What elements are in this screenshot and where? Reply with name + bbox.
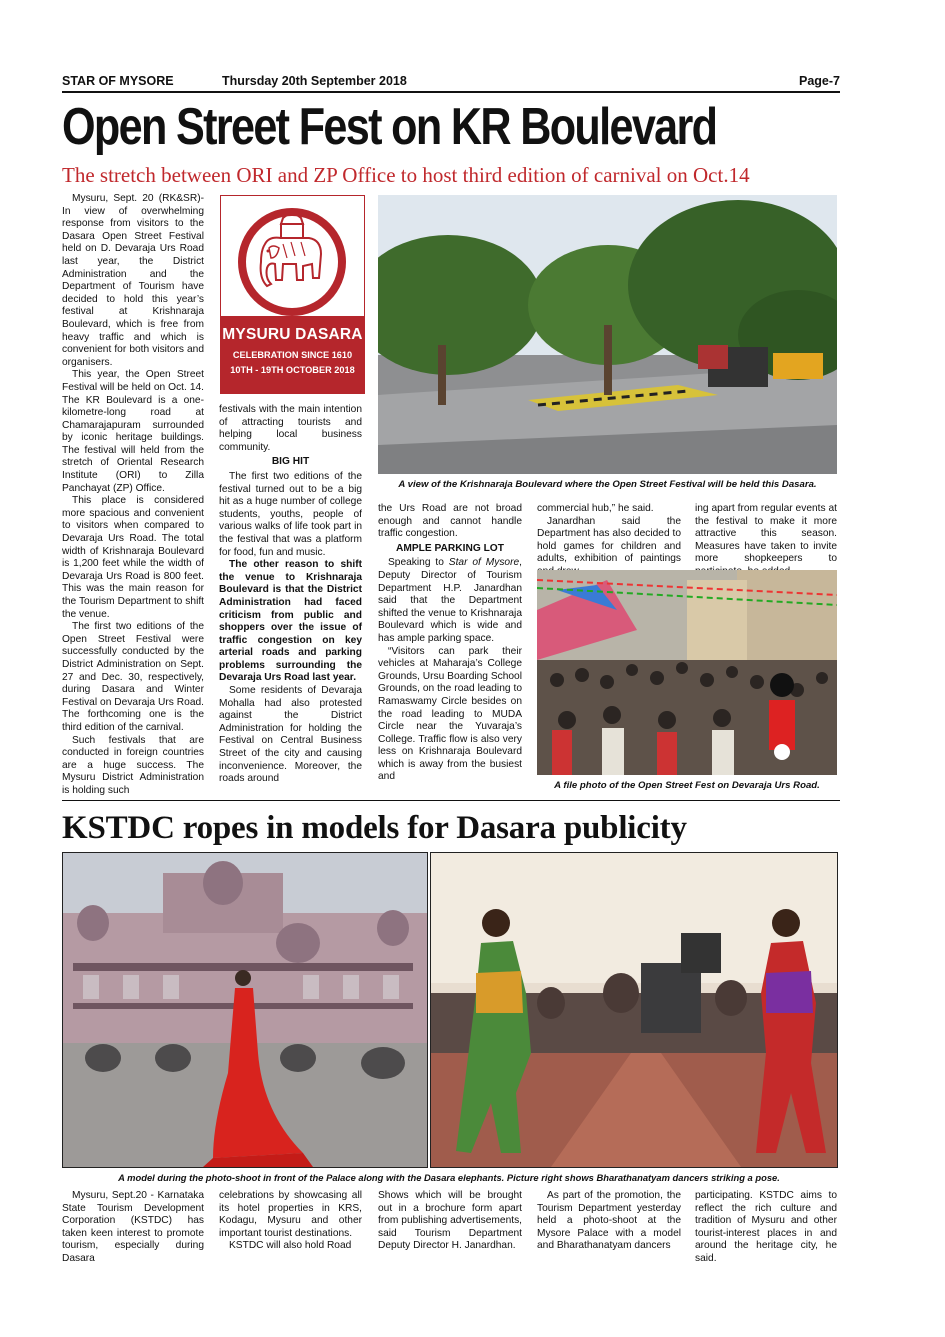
publication-italic: Star of Mysore [448,557,520,569]
story1-headline: Open Street Fest on KR Boulevard [62,98,717,156]
story2-column-3 [378,1190,522,1253]
paragraph: Janardhan said the Department has also decided to hold games for children and adults, exhibition of paintings [537,515,681,565]
story2-column-4 [537,1190,681,1253]
paragraph: This place is considered more spacious and convenient to visitors when compared to Devaraja Urs Road. The total width of Krishnaraja Boulevard is 1,200 feet while the width of Devaraja Urs Road is 800 feet. This was the main reason for the Tourism Department to shift the venue. [62,495,204,620]
boulevard-scene-icon [378,195,837,474]
logo-dates: 10TH - 19TH OCTOBER 2018 [230,365,355,375]
story2-column-2 [219,1190,362,1253]
paragraph: Some residents of Devaraja Mohalla had also protested against the District Administration for holding the Festival on Central Business Street of the city and causing inconvenience. Moreover, the roads around [219,685,362,785]
story1-column-5 [695,503,837,579]
palace-model-photo [62,852,428,1168]
paragraph: participating. KSTDC aims to reflect the rich culture and tradition of Mysuru and other tourist-interest places in and around the heritage city, he said. [695,1190,837,1264]
bharathanatyam-dancers-photo [430,852,838,1168]
paragraph [378,557,522,645]
open-street-fest-photo [537,570,837,775]
paragraph: ing apart from regular events at the festival to make it more attractive this season. Measures have taken to invite more shopkeepers to [695,503,837,565]
paragraph: the Urs Road are not broad enough and cannot handle traffic congestion. [378,503,522,540]
paragraph: “Visitors can park their vehicles at Maharaja’s College Grounds, Ursu Boarding School Grounds, on the road leading to Ramaswamy Circle besides on the road leading to MUDA Circle near the Yuvaraja’s College. Traffic flow is also very less on Krishnaraja Boulevard which is away from the busiest and [378,645,522,783]
story1-column-4 [537,503,681,579]
kr-boulevard-photo [378,195,837,474]
section-rule [62,800,840,801]
paragraph: Mysuru, Sept. 20 (RK&SR)- In view of overwhelming response from visitors to the Dasara Open Street Festival held on D. Devaraja Urs Road last year, the District Administration and the Department of Tourism have decided to hold this year’s festival at Krishnaraja Boulevard, which is free from heavy traffic and which is convenient for both visitors and organisers. [62,193,204,368]
paragraph: As part of the promotion, the Tourism Department yesterday held a photo-shoot at the Mysore Palace with a model and Bharathanatyam dancers [537,1190,681,1252]
crowd-scene-icon [537,570,837,775]
paragraph: Such festivals that are conducted in foreign countries are a huge success. The Mysuru District Administration is holding such [62,734,204,796]
issue-date: Thursday 20th September 2018 [222,74,407,88]
subheading-big-hit: BIG HIT [271,456,310,468]
paragraph: Mysuru, Sept.20 - Karnataka State Tourism Development Corporation (KSTDC) has taken keen interest to promote tourism, especially during Dasara [62,1190,204,1264]
logo-banner [221,316,364,393]
publication-name: STAR OF MYSORE [62,74,174,88]
story1-column-2 [219,404,362,786]
paragraph: Shows which will be brought out in a brochure form apart from publishing advertisements, said Tourism Department Deputy Director H. Janardhan. [378,1190,522,1252]
paragraph: The first two editions of the Open Street Festival were successfully conducted by the District Administration on Sept. 27 and Dec. 30, respectively, during Dasara and Winter Festival on Devaraja Urs Road. The forthcoming one is the third edition of the carnival. [62,621,204,733]
story2-column-1 [62,1190,204,1266]
masthead [62,74,840,90]
paragraph: commercial hub,” he said. [537,503,654,514]
paragraph: The first two editions of the festival turned out to be a big hit as a huge number of college students, youths, people of various walks of life took part in the festival that was a platform for food, fun and music. [219,470,362,558]
masthead-rule [62,91,840,93]
text: , Deputy Director of Tourism Department H.P. Janardhan said that the Department shifted the venue to Krishnaraja Boulevard which is wide and has ample parking space. [378,557,522,644]
story2-headline: KSTDC ropes in models for Dasara publicity [62,810,687,846]
story1-column-1 [62,193,204,798]
palace-model-scene-icon [63,853,427,1167]
mysuru-dasara-logo [220,195,365,394]
story1-column-3 [378,503,522,784]
elephant-emblem-icon [221,196,364,316]
logo-title: MYSURU DASARA [222,326,363,343]
subheading-parking: AMPLE PARKING LOT [396,542,504,554]
page-number: Page-7 [799,74,840,88]
paragraph: celebrations by showcasing all its hotel properties in KRS, Kodagu, Mysuru and other important tourist destinations. [219,1190,362,1239]
text: Speaking to [388,557,449,569]
photo-caption-fest: A file photo of the Open Street Fest on Devaraja Urs Road. [554,780,820,791]
paragraph: KSTDC will also hold Road [229,1240,352,1252]
story2-column-5 [695,1190,837,1266]
story1-subhead: The stretch between ORI and ZP Office to host third edition of carnival on Oct.14 [62,163,750,187]
story2-photo-caption: A model during the photo-shoot in front of the Palace along with the Dasara elephants. Picture right shows Bharathanatyam dancers striking a pose. [118,1172,780,1183]
dancers-scene-icon [431,853,837,1167]
paragraph-bold: The other reason to shift the venue to Krishnaraja Boulevard is that the District Administration had faced criticism from public and shoppers over the issue of traffic congestion on key arterial roads and parking problems surrounding the Devaraja Urs Road last year. [219,559,362,684]
photo-caption-boulevard: A view of the Krishnaraja Boulevard where the Open Street Festival will be held this Dasara. [398,479,817,490]
paragraph: festivals with the main intention of attracting tourists and helping local business community. [219,404,362,453]
logo-tagline: CELEBRATION SINCE 1610 [232,350,353,360]
paragraph: This year, the Open Street Festival will be held on Oct. 14. The KR Boulevard is a one-kilometre-long road at Chamarajapuram surrounded by iconic heritage buildings. The festival will held from the stretch of Oriental Research Institute (ORI) to Zilla Panchayat (ZP) Office. [62,369,204,494]
